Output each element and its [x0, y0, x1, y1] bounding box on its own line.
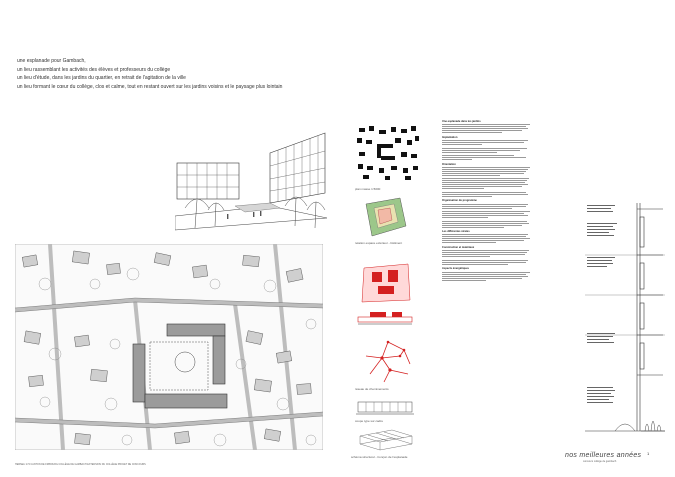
- figure-ground-diagram: [355, 124, 421, 182]
- block-massing-diagram: [358, 262, 414, 304]
- intro-text: [17, 57, 282, 91]
- section-elevation: [356, 308, 414, 328]
- diagram-caption: coupe type sur cadre: [355, 419, 384, 423]
- intro-line: un lieu d'étude, dans les jardins du quartier, en retrait de l'agitation de la ville: [17, 75, 186, 81]
- diagram-caption: plan masse 1:5000: [355, 187, 381, 191]
- text-heading: Construction et matériaux: [442, 245, 475, 249]
- diagram-caption: réseau de cheminements: [355, 387, 389, 391]
- text-heading: Aspects énergétiques: [442, 267, 469, 271]
- tagline-title: nos meilleures années: [565, 452, 642, 459]
- site-plan: [15, 244, 323, 450]
- structural-axonometry: [356, 426, 416, 452]
- facade-section: [585, 195, 665, 445]
- text-column: [442, 120, 530, 283]
- perspective-sketch: [175, 128, 327, 233]
- intro-line: un lieu rassemblant les activités des élèves et professeurs du collège: [17, 66, 171, 73]
- text-heading: Implantation: [442, 135, 458, 139]
- tagline-subtitle: concours collège de gambach: [583, 460, 617, 463]
- text-heading: Une esplanade dans les jardins: [442, 120, 481, 123]
- intro-line: un lieu formant le cœur du collège, clos et calme, tout en restant ouvert sur les jardins voisins et le paysage plus lointain: [17, 83, 283, 90]
- text-heading: Orientation: [442, 162, 456, 166]
- footer-info: HERSELI 174 CANTON DE FRIBOURG COLLÈGE DE GAMBACH EXTENSION DU COLLÈGE PROJET DE CONCOURS: [15, 463, 146, 466]
- section-detail: [356, 400, 416, 418]
- text-heading: Organisation du programme: [442, 199, 477, 203]
- diagram-caption: schéma structurel - tronçon de l'esplanade: [351, 455, 408, 459]
- aerial-diagram: [360, 196, 410, 238]
- text-heading: Les différentes strates: [442, 230, 470, 234]
- path-network-diagram: [362, 336, 414, 384]
- diagram-caption: relation espace extérieur - bâtiment: [355, 241, 403, 245]
- page-number: 1: [647, 451, 650, 456]
- intro-line: une esplanade pour Gambach,: [17, 58, 86, 64]
